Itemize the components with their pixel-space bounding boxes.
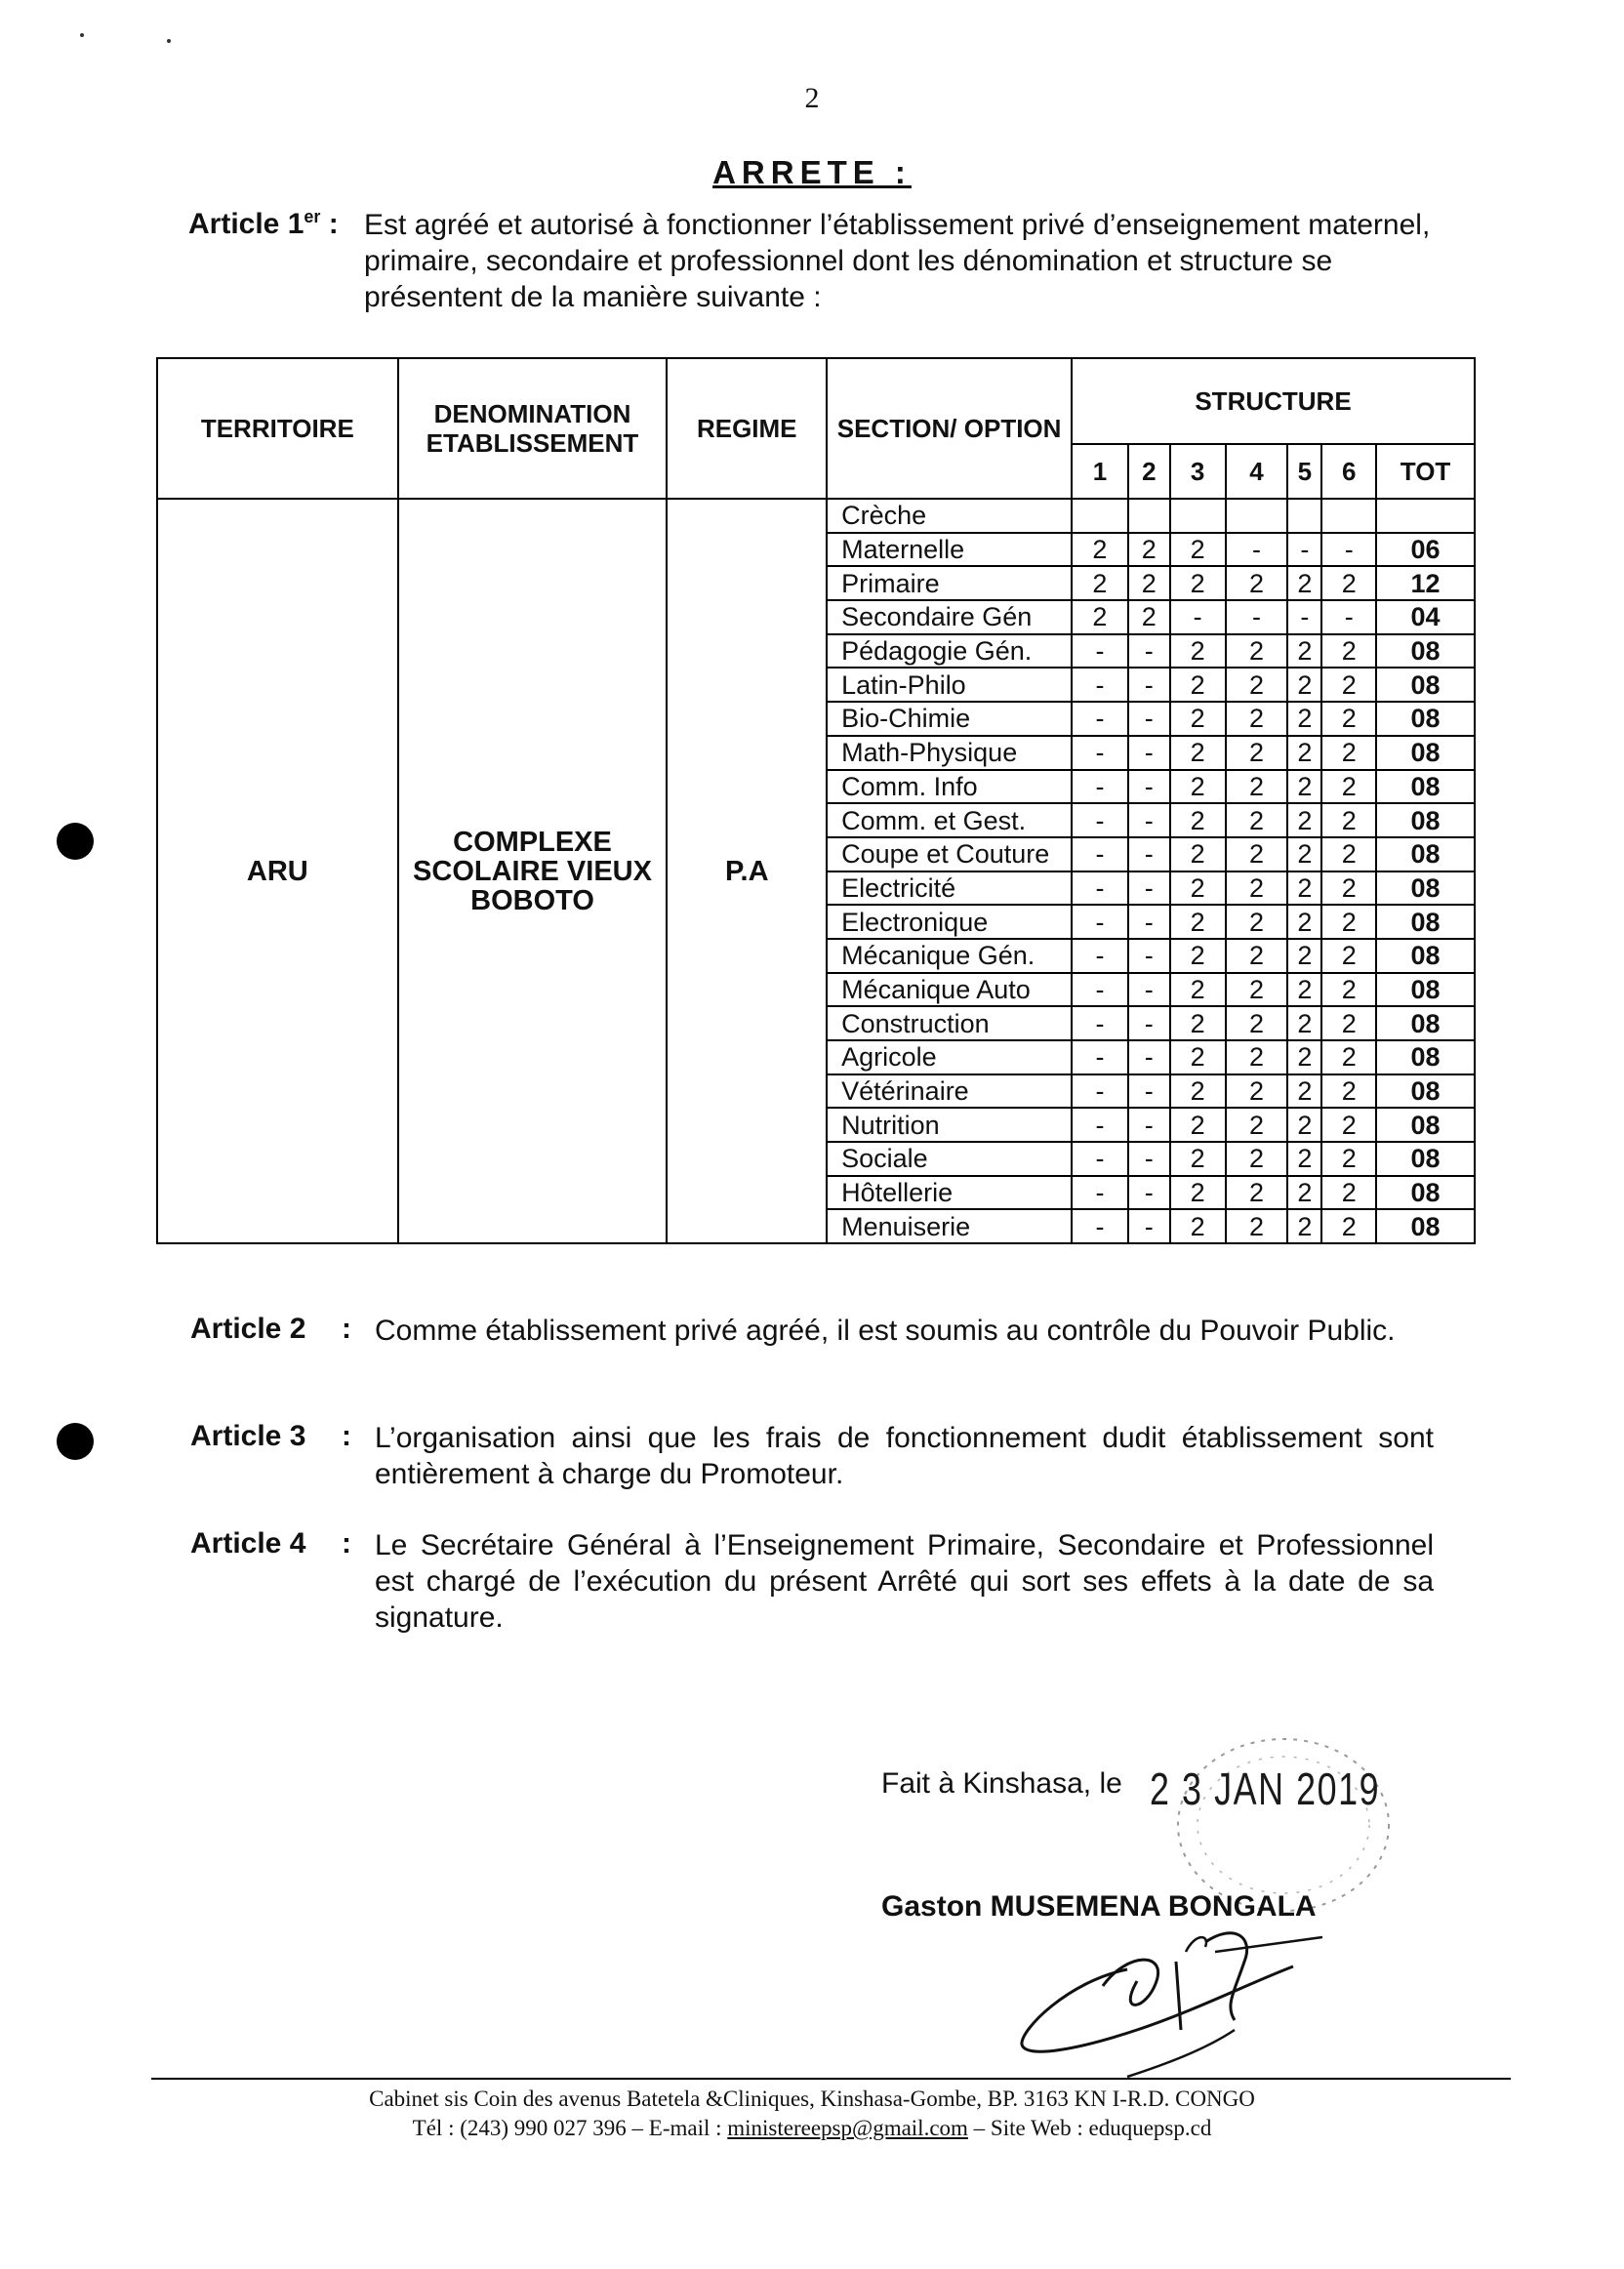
year-count-cell: 2: [1170, 1006, 1226, 1040]
year-count-cell: -: [1170, 600, 1226, 634]
year-count-cell: 2: [1287, 1142, 1321, 1176]
year-count-cell: -: [1128, 1006, 1170, 1040]
year-count-cell: 2: [1170, 973, 1226, 1007]
year-count-cell: 2: [1287, 736, 1321, 770]
section-option-cell: Nutrition: [827, 1108, 1072, 1142]
year-count-cell: 2: [1226, 973, 1288, 1007]
year-count-cell: 2: [1170, 1209, 1226, 1243]
section-option-cell: Mécanique Gén.: [827, 939, 1072, 973]
header-territoire: TERRITOIRE: [157, 358, 398, 499]
year-count-cell: [1321, 499, 1376, 533]
article-3-text: L’organisation ainsi que les frais de fonctionnement dudit établissement sont entièrement à charge du Promoteur.: [375, 1422, 1434, 1490]
year-count-cell: 2: [1226, 1176, 1288, 1210]
year-count-cell: 2: [1226, 1040, 1288, 1074]
year-count-cell: 2: [1321, 1006, 1376, 1040]
article-1-label: Article 1er :: [188, 207, 339, 240]
year-count-cell: 2: [1287, 702, 1321, 736]
scan-speck: [80, 33, 84, 37]
year-count-cell: 2: [1287, 905, 1321, 939]
year-count-cell: 2: [1226, 1074, 1288, 1109]
year-count-cell: 2: [1321, 634, 1376, 669]
year-count-cell: 2: [1072, 600, 1128, 634]
page-number: 2: [804, 82, 820, 114]
year-count-cell: 2: [1226, 634, 1288, 669]
year-count-cell: 2: [1321, 770, 1376, 804]
year-count-cell: -: [1226, 533, 1288, 567]
total-cell: 08: [1376, 1108, 1475, 1142]
article-3-colon: :: [342, 1420, 351, 1452]
total-cell: 12: [1376, 566, 1475, 600]
year-count-cell: 2: [1170, 634, 1226, 669]
year-count-cell: 2: [1287, 1006, 1321, 1040]
year-count-cell: 2: [1226, 1006, 1288, 1040]
section-option-cell: Primaire: [827, 566, 1072, 600]
year-count-cell: -: [1072, 1108, 1128, 1142]
header-denomination: DENOMINATION ETABLISSEMENT: [398, 358, 668, 499]
year-count-cell: -: [1072, 837, 1128, 871]
signed-at-text: Fait à Kinshasa, le: [881, 1767, 1122, 1800]
year-count-cell: 2: [1287, 1209, 1321, 1243]
punch-hole: [57, 1423, 94, 1460]
section-option-cell: Menuiserie: [827, 1209, 1072, 1243]
section-option-cell: Math-Physique: [827, 736, 1072, 770]
year-count-cell: 2: [1321, 973, 1376, 1007]
section-option-cell: Comm. et Gest.: [827, 803, 1072, 837]
year-count-cell: -: [1128, 1142, 1170, 1176]
total-cell: [1376, 499, 1475, 533]
year-count-cell: 2: [1226, 1108, 1288, 1142]
footer-contact: Tél : (243) 990 027 396 – E-mail : ministereepsp@gmail.com – Site Web : eduquepsp.cd: [412, 2116, 1212, 2140]
year-count-cell: 2: [1170, 871, 1226, 906]
year-count-cell: 2: [1321, 871, 1376, 906]
total-cell: 08: [1376, 1176, 1475, 1210]
year-count-cell: -: [1072, 1209, 1128, 1243]
year-count-cell: -: [1128, 736, 1170, 770]
year-count-cell: -: [1128, 1040, 1170, 1074]
year-count-cell: 2: [1321, 803, 1376, 837]
section-option-cell: Maternelle: [827, 533, 1072, 567]
article-4-colon: :: [342, 1527, 351, 1560]
year-count-cell: [1226, 499, 1288, 533]
year-count-cell: 2: [1226, 905, 1288, 939]
total-cell: 08: [1376, 939, 1475, 973]
year-count-cell: -: [1128, 905, 1170, 939]
year-count-cell: 2: [1170, 1176, 1226, 1210]
denomination-cell: COMPLEXE SCOLAIRE VIEUX BOBOTO: [398, 499, 668, 1243]
year-count-cell: 2: [1321, 1074, 1376, 1109]
year-count-cell: [1170, 499, 1226, 533]
header-year-col: 5: [1287, 444, 1321, 499]
signatory-name: Gaston MUSEMENA BONGALA: [881, 1890, 1317, 1923]
year-count-cell: 2: [1072, 566, 1128, 600]
year-count-cell: -: [1128, 1209, 1170, 1243]
year-count-cell: 2: [1128, 600, 1170, 634]
year-count-cell: 2: [1287, 973, 1321, 1007]
year-count-cell: -: [1128, 1176, 1170, 1210]
year-count-cell: -: [1072, 634, 1128, 669]
year-count-cell: 2: [1170, 939, 1226, 973]
decree-heading: ARRETE :: [712, 154, 912, 190]
year-count-cell: -: [1072, 736, 1128, 770]
year-count-cell: -: [1128, 1108, 1170, 1142]
total-cell: 08: [1376, 905, 1475, 939]
section-option-cell: Secondaire Gén: [827, 600, 1072, 634]
year-count-cell: -: [1072, 1176, 1128, 1210]
year-count-cell: 2: [1226, 803, 1288, 837]
year-count-cell: -: [1072, 1074, 1128, 1109]
year-count-cell: 2: [1226, 566, 1288, 600]
total-cell: 08: [1376, 702, 1475, 736]
header-year-col: 1: [1072, 444, 1128, 499]
year-count-cell: 2: [1170, 1040, 1226, 1074]
year-count-cell: -: [1128, 973, 1170, 1007]
year-count-cell: -: [1072, 1006, 1128, 1040]
year-count-cell: 2: [1287, 770, 1321, 804]
article-2-text: Comme établissement privé agréé, il est soumis au contrôle du Pouvoir Public.: [375, 1315, 1396, 1347]
year-count-cell: 2: [1321, 566, 1376, 600]
section-option-cell: Agricole: [827, 1040, 1072, 1074]
year-count-cell: 2: [1170, 736, 1226, 770]
footer-address: Cabinet sis Coin des avenus Batetela &Cliniques, Kinshasa-Gombe, BP. 3163 KN I-R.D. CONGO: [369, 2087, 1255, 2111]
year-count-cell: -: [1287, 600, 1321, 634]
year-count-cell: 2: [1170, 905, 1226, 939]
year-count-cell: [1128, 499, 1170, 533]
year-count-cell: -: [1072, 668, 1128, 702]
scan-speck: [167, 39, 171, 43]
year-count-cell: 2: [1170, 533, 1226, 567]
year-count-cell: 2: [1226, 770, 1288, 804]
year-count-cell: -: [1128, 634, 1170, 669]
article-2-colon: :: [342, 1313, 351, 1345]
year-count-cell: 2: [1287, 1074, 1321, 1109]
article-4-text: Le Secrétaire Général à l’Enseignement Primaire, Secondaire et Professionnel est chargé de l’exécution du présent Arrêté qui sort ses effets à la date de sa signature.: [375, 1529, 1434, 1634]
year-count-cell: 2: [1170, 1074, 1226, 1109]
year-count-cell: -: [1128, 939, 1170, 973]
article-4-label: Article 4: [190, 1527, 306, 1560]
section-option-cell: Electricité: [827, 871, 1072, 906]
territoire-cell: ARU: [157, 499, 398, 1243]
year-count-cell: -: [1072, 1040, 1128, 1074]
total-cell: 08: [1376, 634, 1475, 669]
header-section-option: SECTION/ OPTION: [827, 358, 1072, 499]
year-count-cell: 2: [1287, 566, 1321, 600]
year-count-cell: 2: [1226, 668, 1288, 702]
year-count-cell: 2: [1321, 939, 1376, 973]
year-count-cell: 2: [1072, 533, 1128, 567]
header-year-col: 3: [1170, 444, 1226, 499]
total-cell: 08: [1376, 1209, 1475, 1243]
year-count-cell: [1287, 499, 1321, 533]
total-cell: 08: [1376, 1006, 1475, 1040]
total-cell: 06: [1376, 533, 1475, 567]
footer-divider: [151, 2078, 1511, 2080]
regime-cell: P.A: [667, 499, 827, 1243]
year-count-cell: -: [1072, 939, 1128, 973]
article-1-text: Est agréé et autorisé à fonctionner l’établissement privé d’enseignement maternel, primaire, secondaire et professionnel dont les dénomination et structure se présentent de la manière suivante :: [364, 209, 1431, 313]
table-row: [157, 499, 1475, 533]
article-2-label: Article 2: [190, 1313, 306, 1345]
handwritten-signature: [1010, 1913, 1361, 2079]
year-count-cell: -: [1128, 837, 1170, 871]
year-count-cell: 2: [1226, 1142, 1288, 1176]
year-count-cell: 2: [1287, 1176, 1321, 1210]
article-3-label: Article 3: [190, 1420, 306, 1452]
header-year-col: 4: [1226, 444, 1288, 499]
section-option-cell: Electronique: [827, 905, 1072, 939]
year-count-cell: 2: [1321, 702, 1376, 736]
year-count-cell: 2: [1170, 1142, 1226, 1176]
year-count-cell: 2: [1170, 1108, 1226, 1142]
year-count-cell: 2: [1287, 668, 1321, 702]
year-count-cell: -: [1287, 533, 1321, 567]
header-total-col: TOT: [1376, 444, 1475, 499]
year-count-cell: 2: [1287, 803, 1321, 837]
section-option-cell: Mécanique Auto: [827, 973, 1072, 1007]
total-cell: 08: [1376, 1040, 1475, 1074]
total-cell: 08: [1376, 736, 1475, 770]
year-count-cell: 2: [1226, 837, 1288, 871]
year-count-cell: -: [1128, 803, 1170, 837]
year-count-cell: -: [1128, 668, 1170, 702]
section-option-cell: Sociale: [827, 1142, 1072, 1176]
year-count-cell: 2: [1321, 1142, 1376, 1176]
date-stamp: 2 3 JAN 2019: [1150, 1763, 1381, 1814]
total-cell: 04: [1376, 600, 1475, 634]
year-count-cell: 2: [1170, 702, 1226, 736]
year-count-cell: 2: [1287, 939, 1321, 973]
section-option-cell: Construction: [827, 1006, 1072, 1040]
year-count-cell: 2: [1321, 1209, 1376, 1243]
year-count-cell: 2: [1170, 566, 1226, 600]
year-count-cell: 2: [1321, 1108, 1376, 1142]
year-count-cell: 2: [1226, 736, 1288, 770]
section-option-cell: Pédagogie Gén.: [827, 634, 1072, 669]
header-regime: REGIME: [667, 358, 827, 499]
header-year-col: 6: [1321, 444, 1376, 499]
total-cell: 08: [1376, 770, 1475, 804]
year-count-cell: -: [1072, 871, 1128, 906]
year-count-cell: -: [1321, 600, 1376, 634]
header-year-col: 2: [1128, 444, 1170, 499]
structure-table: [156, 357, 1476, 1244]
total-cell: 08: [1376, 1074, 1475, 1109]
total-cell: 08: [1376, 803, 1475, 837]
year-count-cell: -: [1072, 905, 1128, 939]
year-count-cell: 2: [1287, 634, 1321, 669]
year-count-cell: 2: [1226, 702, 1288, 736]
year-count-cell: 2: [1321, 837, 1376, 871]
year-count-cell: 2: [1287, 1108, 1321, 1142]
punch-hole: [57, 823, 94, 860]
year-count-cell: -: [1128, 871, 1170, 906]
year-count-cell: 2: [1321, 668, 1376, 702]
section-option-cell: Comm. Info: [827, 770, 1072, 804]
year-count-cell: -: [1128, 1074, 1170, 1109]
total-cell: 08: [1376, 973, 1475, 1007]
total-cell: 08: [1376, 837, 1475, 871]
section-option-cell: Vétérinaire: [827, 1074, 1072, 1109]
year-count-cell: 2: [1287, 837, 1321, 871]
year-count-cell: 2: [1321, 736, 1376, 770]
year-count-cell: 2: [1170, 837, 1226, 871]
year-count-cell: -: [1072, 702, 1128, 736]
header-structure: STRUCTURE: [1072, 358, 1475, 444]
year-count-cell: -: [1072, 803, 1128, 837]
year-count-cell: [1072, 499, 1128, 533]
year-count-cell: 2: [1128, 566, 1170, 600]
year-count-cell: 2: [1321, 1176, 1376, 1210]
year-count-cell: -: [1072, 770, 1128, 804]
year-count-cell: 2: [1287, 1040, 1321, 1074]
year-count-cell: -: [1072, 1142, 1128, 1176]
year-count-cell: 2: [1321, 1040, 1376, 1074]
year-count-cell: 2: [1170, 668, 1226, 702]
year-count-cell: -: [1128, 702, 1170, 736]
year-count-cell: -: [1226, 600, 1288, 634]
year-count-cell: 2: [1226, 871, 1288, 906]
year-count-cell: 2: [1226, 1209, 1288, 1243]
section-option-cell: Bio-Chimie: [827, 702, 1072, 736]
section-option-cell: Coupe et Couture: [827, 837, 1072, 871]
year-count-cell: 2: [1321, 905, 1376, 939]
section-option-cell: Latin-Philo: [827, 668, 1072, 702]
total-cell: 08: [1376, 668, 1475, 702]
year-count-cell: -: [1072, 973, 1128, 1007]
year-count-cell: 2: [1287, 871, 1321, 906]
year-count-cell: 2: [1226, 939, 1288, 973]
total-cell: 08: [1376, 871, 1475, 906]
year-count-cell: 2: [1170, 803, 1226, 837]
year-count-cell: 2: [1128, 533, 1170, 567]
year-count-cell: 2: [1170, 770, 1226, 804]
section-option-cell: Crèche: [827, 499, 1072, 533]
year-count-cell: -: [1128, 770, 1170, 804]
section-option-cell: Hôtellerie: [827, 1176, 1072, 1210]
total-cell: 08: [1376, 1142, 1475, 1176]
year-count-cell: -: [1321, 533, 1376, 567]
footer-email-link[interactable]: ministereepsp@gmail.com: [727, 2116, 968, 2140]
